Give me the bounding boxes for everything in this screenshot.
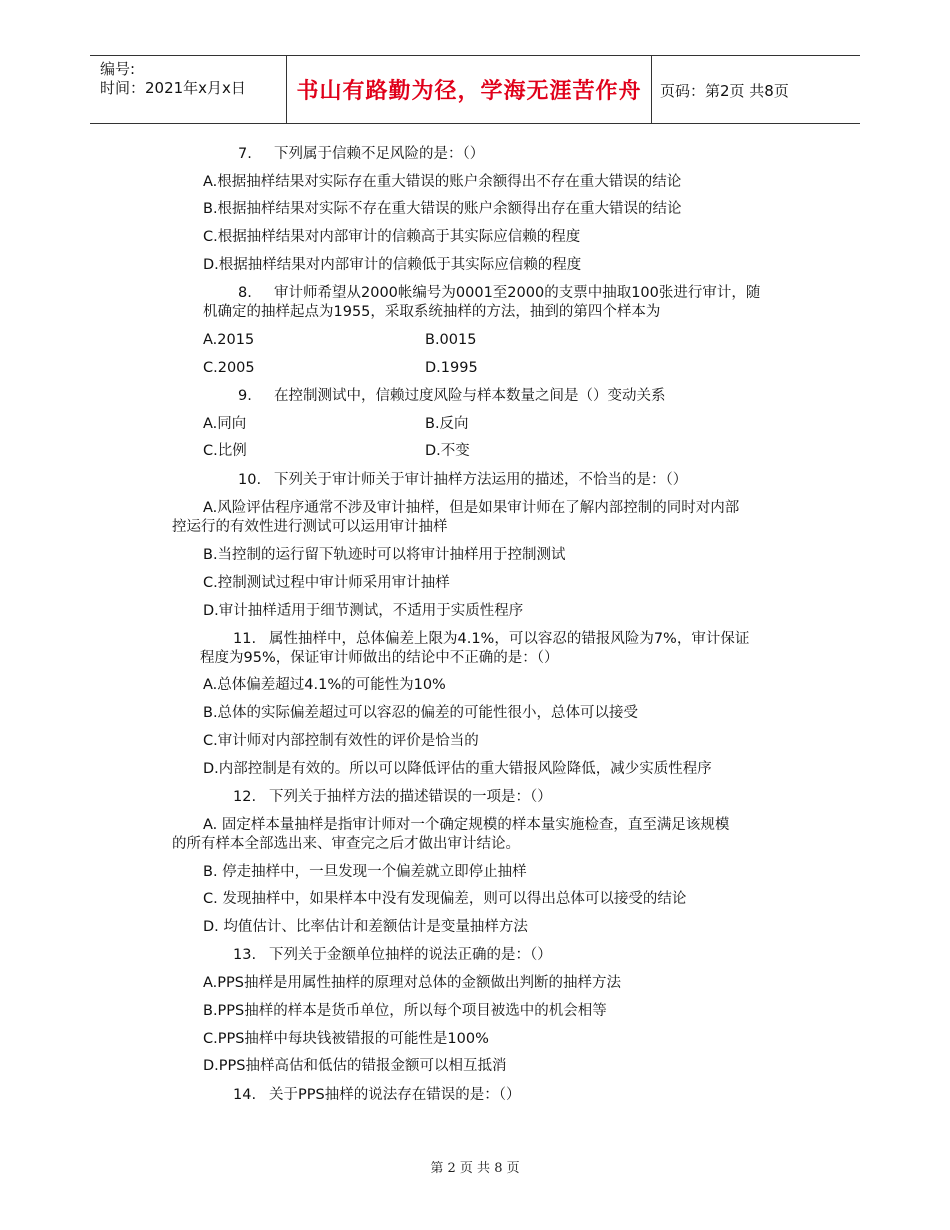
- page-footer: 第 2 页 共 8 页: [430, 1161, 520, 1176]
- question-number: 11.: [233, 631, 257, 647]
- q12-option-d: D. 均值估计、比率估计和差额估计是变量抽样方法: [203, 919, 528, 935]
- question-number: 8.: [238, 285, 252, 301]
- motto: 书山有路勤为径，学海无涯苦作舟: [286, 56, 652, 123]
- q12-option-a-cont: 的所有样本全部选出来、审查完之后才做出审计结论。: [172, 836, 520, 852]
- question-11-stem-cont: 程度为95%，保证审计师做出的结论中不正确的是：（）: [200, 650, 559, 666]
- question-number: 14.: [233, 1087, 257, 1103]
- q11-option-a: A.总体偏差超过4.1%的可能性为10%: [203, 677, 446, 693]
- q9-option-b: B.反向: [425, 416, 469, 432]
- serial-label: 编号:: [100, 60, 136, 78]
- q8-option-d: D.1995: [425, 360, 478, 376]
- q9-option-a: A.同向: [203, 416, 247, 432]
- q8-option-b: B.0015: [425, 332, 477, 348]
- question-number: 10.: [238, 472, 262, 488]
- q7-option-c: C.根据抽样结果对内部审计的信赖高于其实际应信赖的程度: [203, 229, 581, 245]
- page-label: 页码：第2页 共8页: [660, 82, 789, 100]
- q11-option-b: B.总体的实际偏差超过可以容忍的偏差的可能性很小，总体可以接受: [203, 705, 639, 721]
- question-10-stem: 10. 下列关于审计师关于审计抽样方法运用的描述，不恰当的是：（）: [238, 472, 688, 488]
- question-number: 9.: [238, 388, 252, 404]
- question-7-stem: 7. 下列属于信赖不足风险的是：（）: [238, 146, 485, 162]
- q9-option-d: D.不变: [425, 443, 470, 459]
- question-8-stem: 8. 审计师希望从2000帐编号为0001至2000的支票中抽取100张进行审计，随: [238, 285, 761, 301]
- q10-option-a-cont: 控运行的有效性进行测试可以运用审计抽样: [172, 519, 448, 535]
- q7-option-a: A.根据抽样结果对实际存在重大错误的账户余额得出不存在重大错误的结论: [203, 174, 682, 190]
- q12-option-c: C. 发现抽样中，如果样本中没有发现偏差，则可以得出总体可以接受的结论: [203, 891, 687, 907]
- question-8-stem-cont: 机确定的抽样起点为1955，采取系统抽样的方法，抽到的第四个样本为: [203, 304, 661, 320]
- question-12-stem: 12. 下列关于抽样方法的描述错误的一项是：（）: [233, 789, 552, 805]
- question-number: 13.: [233, 947, 257, 963]
- q11-option-c: C.审计师对内部控制有效性的评价是恰当的: [203, 733, 479, 749]
- q13-option-a: A.PPS抽样是用属性抽样的原理对总体的金额做出判断的抽样方法: [203, 975, 621, 991]
- q8-option-a: A.2015: [203, 332, 255, 348]
- q13-option-b: B.PPS抽样的样本是货币单位，所以每个项目被选中的机会相等: [203, 1003, 607, 1019]
- q13-option-d: D.PPS抽样高估和低估的错报金额可以相互抵消: [203, 1058, 507, 1074]
- question-13-stem: 13. 下列关于金额单位抽样的说法正确的是：（）: [233, 947, 552, 963]
- question-11-stem: 11. 属性抽样中，总体偏差上限为4.1%，可以容忍的错报风险为7%，审计保证: [233, 631, 750, 647]
- q10-option-c: C.控制测试过程中审计师采用审计抽样: [203, 575, 450, 591]
- q9-option-c: C.比例: [203, 443, 247, 459]
- q7-option-d: D.根据抽样结果对内部审计的信赖低于其实际应信赖的程度: [203, 257, 582, 273]
- q12-option-a: A. 固定样本量抽样是指审计师对一个确定规模的样本量实施检查，直至满足该规模: [203, 817, 730, 833]
- q10-option-b: B.当控制的运行留下轨迹时可以将审计抽样用于控制测试: [203, 547, 566, 563]
- q10-option-d: D.审计抽样适用于细节测试，不适用于实质性程序: [203, 603, 524, 619]
- q8-option-c: C.2005: [203, 360, 255, 376]
- question-9-stem: 9. 在控制测试中，信赖过度风险与样本数量之间是（）变动关系: [238, 388, 666, 404]
- q7-option-b: B.根据抽样结果对实际不存在重大错误的账户余额得出存在重大错误的结论: [203, 201, 682, 217]
- q13-option-c: C.PPS抽样中每块钱被错报的可能性是100%: [203, 1031, 489, 1047]
- question-14-stem: 14. 关于PPS抽样的说法存在错误的是：（）: [233, 1087, 521, 1103]
- q10-option-a: A.风险评估程序通常不涉及审计抽样，但是如果审计师在了解内部控制的同时对内部: [203, 500, 740, 516]
- question-number: 12.: [233, 789, 257, 805]
- q12-option-b: B. 停走抽样中，一旦发现一个偏差就立即停止抽样: [203, 864, 527, 880]
- question-number: 7.: [238, 146, 252, 162]
- time-label: 时间：2021年x月x日: [100, 79, 246, 97]
- q11-option-d: D.内部控制是有效的。所以可以降低评估的重大错报风险降低，减少实质性程序: [203, 761, 712, 777]
